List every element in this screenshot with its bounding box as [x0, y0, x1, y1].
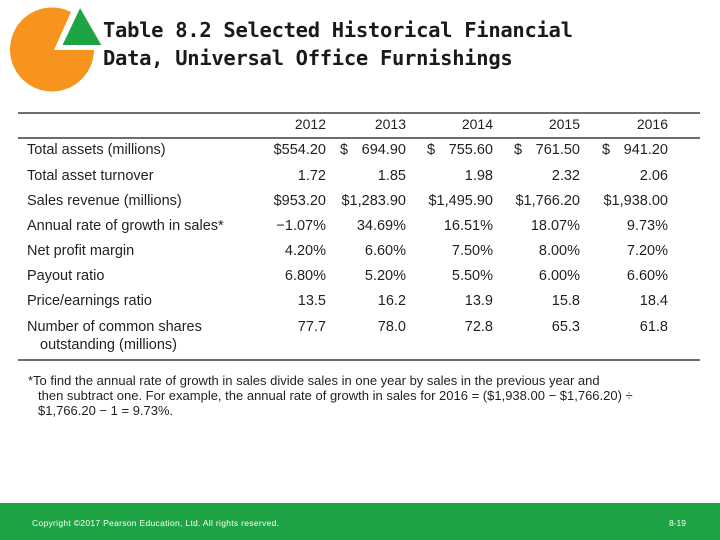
cell-value: $1,938.00 [603, 193, 668, 209]
title-line-2: Data, Universal Office Furnishings [103, 46, 513, 70]
cell-value: 5.50% [451, 268, 493, 284]
cell-value: 761.50 [535, 142, 580, 158]
cell-value: 5.20% [364, 268, 406, 284]
cell-value: 77.7 [297, 319, 326, 335]
footnote-line-1: *To find the annual rate of growth in sales divide sales in one year by sales in the previous year and [28, 373, 600, 388]
cell-value: 7.50% [451, 243, 493, 259]
copyright-text: Copyright ©2017 Pearson Education, Ltd. All rights reserved. [32, 518, 280, 528]
row-label: Total asset turnover [27, 168, 154, 184]
cell-value: 6.00% [538, 268, 580, 284]
cell-value: 1.98 [464, 168, 493, 184]
page-number: 8-19 [668, 518, 686, 528]
currency-symbol: $ [340, 142, 349, 158]
row-label: Price/earnings ratio [27, 293, 152, 309]
cell-value: $1,283.90 [341, 193, 406, 209]
cell-value: 34.69% [356, 218, 406, 234]
cell-value: 694.90 [361, 142, 406, 158]
footnote-line-2: then subtract one. For example, the annual rate of growth in sales for 2016 = ($1,938.00 − $1,766.20) ÷ [38, 388, 633, 403]
cell-value: 65.3 [551, 319, 580, 335]
cell-value: 2.32 [551, 168, 580, 184]
cell-value: −1.07% [276, 218, 326, 234]
row-label: Number of common shares [27, 319, 202, 335]
table-row [18, 268, 700, 292]
cell-value: $554.20 [273, 142, 326, 158]
table-row [18, 243, 700, 267]
footnote [28, 373, 633, 418]
cell-value: $1,766.20 [515, 193, 580, 209]
cell-value: 1.85 [377, 168, 406, 184]
cell-value: 18.07% [530, 218, 580, 234]
page-title [103, 16, 573, 72]
cell-value: 941.20 [623, 142, 668, 158]
cell-value: 7.20% [626, 243, 668, 259]
cell-value: 8.00% [538, 243, 580, 259]
column-header-year: 2012 [294, 116, 326, 132]
cell-value: 61.8 [639, 319, 668, 335]
cell-value: 78.0 [377, 319, 406, 335]
column-header-year: 2015 [548, 116, 580, 132]
cell-value: 72.8 [464, 319, 493, 335]
row-label: Sales revenue (millions) [27, 193, 182, 209]
table-row [18, 218, 700, 242]
cell-value: 6.60% [626, 268, 668, 284]
table-top-rule [18, 112, 700, 114]
table-row [18, 168, 700, 192]
row-label-continued: outstanding (millions) [40, 337, 178, 353]
header-rule [18, 137, 700, 139]
cell-value: 9.73% [626, 218, 668, 234]
cell-value: 13.5 [297, 293, 326, 309]
footnote-line-3: $1,766.20 − 1 = 9.73%. [38, 403, 174, 418]
cell-value: $1,495.90 [428, 193, 493, 209]
column-header-year: 2016 [636, 116, 668, 132]
column-header-year: 2013 [374, 116, 406, 132]
cell-value: 1.72 [297, 168, 326, 184]
table-row [18, 142, 700, 166]
cell-value: 6.60% [364, 243, 406, 259]
currency-symbol: $ [514, 142, 523, 158]
row-label: Total assets (millions) [27, 142, 166, 158]
footer-bar [0, 503, 720, 540]
cell-value: 16.51% [443, 218, 493, 234]
pie-chart-icon [6, 4, 106, 94]
currency-symbol: $ [602, 142, 611, 158]
row-label: Annual rate of growth in sales* [27, 218, 224, 234]
row-label: Net profit margin [27, 243, 135, 259]
cell-value: 15.8 [551, 293, 580, 309]
cell-value: 755.60 [448, 142, 493, 158]
table-row [18, 319, 700, 353]
currency-symbol: $ [427, 142, 436, 158]
cell-value: 6.80% [284, 268, 326, 284]
cell-value: 2.06 [639, 168, 668, 184]
cell-value: 18.4 [639, 293, 668, 309]
cell-value: $953.20 [273, 193, 326, 209]
table-row [18, 293, 700, 317]
cell-value: 4.20% [284, 243, 326, 259]
table-bottom-rule [18, 359, 700, 361]
table-row [18, 193, 700, 217]
cell-value: 13.9 [464, 293, 493, 309]
row-label: Payout ratio [27, 268, 105, 284]
column-header-year: 2014 [461, 116, 493, 132]
title-line-1: Table 8.2 Selected Historical Financial [103, 18, 573, 42]
cell-value: 16.2 [377, 293, 406, 309]
